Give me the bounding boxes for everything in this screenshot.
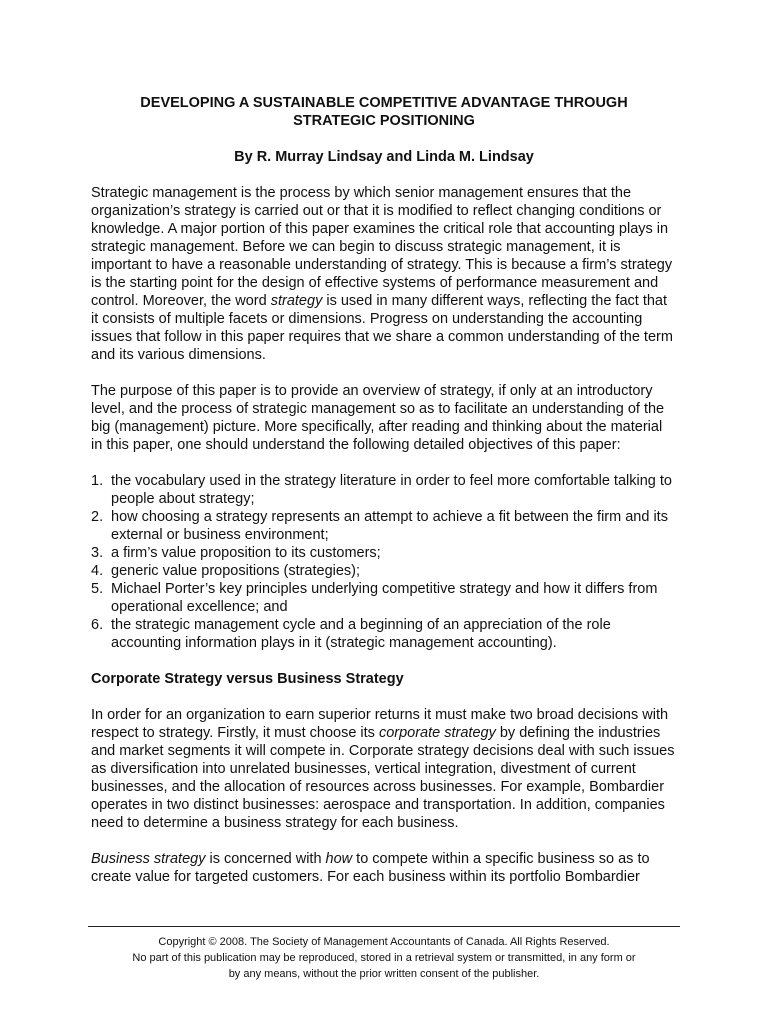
list-item-text: how choosing a strategy represents an attempt to achieve a fit between the firm and its external or business environment;	[111, 509, 668, 543]
paragraph-1-text-a: Strategic management is the process by which senior management ensures that the organization’s strategy is carried out or that it is modified to reflect changing conditions or knowledge. A major portion of this paper examines the critical role that accounting plays in strategic management. Before we can begin to discuss strategic management, it is important to have a reasonable understanding of strategy. This is because a firm’s strategy is the starting point for the design of effective systems of performance measurement and control. Moreover, the word	[91, 185, 673, 309]
byline: By R. Murray Lindsay and Linda M. Lindsay	[234, 149, 534, 165]
list-number: 6.	[91, 617, 104, 633]
list-item	[91, 472, 677, 508]
list-item	[91, 544, 677, 562]
paragraph-3-emphasis: corporate strategy	[378, 725, 496, 741]
list-item-text: the strategic management cycle and a beginning of an appreciation of the role accounting information plays in it (strategic management accounting).	[111, 617, 611, 651]
document-body	[91, 94, 677, 886]
list-number: 5.	[91, 581, 104, 597]
list-number: 4.	[91, 563, 104, 579]
list-item-text: generic value propositions (strategies);	[111, 563, 361, 579]
paragraph-4-text-a: is concerned with	[205, 851, 326, 867]
list-number: 3.	[91, 545, 104, 561]
title-line-1: DEVELOPING A SUSTAINABLE COMPETITIVE ADVANTAGE THROUGH	[140, 95, 628, 111]
paragraph-1-text-b: is used in many different ways, reflecting the fact that it consists of multiple facets or dimensions. Progress on understanding the accounting issues that follow in this paper requires that we share a common understanding of the term and its various dimensions.	[91, 293, 673, 363]
list-item-text: the vocabulary used in the strategy literature in order to feel more comfortable talking to people about strategy;	[111, 473, 672, 507]
paragraph-3-text-b: by defining the industries and market segments it will compete in. Corporate strategy decisions deal with such issues as diversification into unrelated businesses, vertical integration, divestment of current businesses, and the allocation of resources across businesses. For example, Bombardier operates in two distinct businesses: aerospace and transportation. In addition, companies need to determine a business strategy for each business.	[91, 725, 675, 831]
paragraph-4-text-b: to compete within a specific business so as to create value for targeted customers. For each business within its portfolio Bombardier	[91, 851, 650, 885]
footer-line-2: No part of this publication may be reproduced, stored in a retrieval system or transmitted, in any form or	[132, 952, 636, 964]
copyright-footer	[88, 926, 680, 982]
list-item-text: Michael Porter’s key principles underlying competitive strategy and how it differs from operational excellence; and	[111, 581, 658, 615]
list-number: 2.	[91, 509, 104, 525]
list-item	[91, 562, 677, 580]
paragraph-1-emphasis: strategy	[270, 293, 323, 309]
paragraph-4-emphasis-1: Business strategy	[91, 851, 206, 867]
paragraph-4-emphasis-2: how	[325, 851, 353, 867]
footer-line-3: by any means, without the prior written consent of the publisher.	[228, 968, 540, 980]
paragraph-4	[91, 850, 677, 886]
paragraph-2: The purpose of this paper is to provide an overview of strategy, if only at an introductory level, and the process of strategic management so as to facilitate an understanding of the big (management) picture. More specifically, after reading and thinking about the material in this paper, one should understand the following detailed objectives of this paper:	[91, 383, 665, 453]
footer-line-1: Copyright © 2008. The Society of Management Accountants of Canada. All Rights Reserved.	[158, 936, 610, 948]
list-item-text: a firm’s value proposition to its customers;	[111, 545, 381, 561]
section-heading: Corporate Strategy versus Business Strategy	[91, 671, 404, 687]
list-item	[91, 580, 677, 616]
list-number: 1.	[91, 473, 104, 489]
list-item	[91, 508, 677, 544]
paragraph-3-text-a: In order for an organization to earn superior returns it must make two broad decisions with respect to strategy. Firstly, it must choose its	[91, 707, 669, 741]
title-line-2: STRATEGIC POSITIONING	[293, 113, 475, 129]
paper-title	[91, 94, 677, 130]
objectives-list	[91, 472, 677, 652]
list-item	[91, 616, 677, 652]
paragraph-3	[91, 706, 677, 832]
paragraph-1	[91, 184, 677, 364]
